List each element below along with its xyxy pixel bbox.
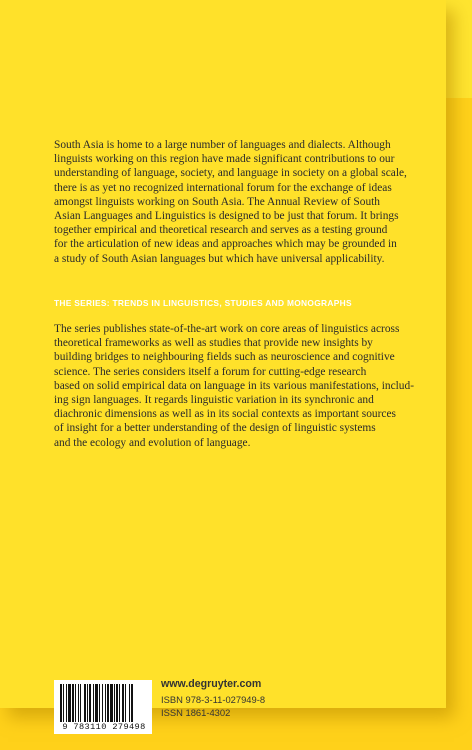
series-line: The series publishes state-of-the-art work on core areas of linguistics across	[54, 323, 400, 335]
publisher-info	[161, 678, 265, 719]
intro-line: a study of South Asian languages but which have universal applicability.	[54, 252, 385, 265]
series-line: and the ecology and evolution of language.	[54, 436, 251, 449]
series-line: theoretical frameworks as well as studies that provide new insights by	[54, 337, 373, 350]
series-line: based on solid empirical data on language in its various manifestations, includ-	[54, 379, 414, 392]
intro-line: understanding of language, society, and language in society on a global scale,	[54, 167, 407, 180]
issn-number: ISSN 1861-4302	[161, 706, 231, 718]
isbn-number: ISBN 978-3-11-027949-8	[161, 694, 266, 705]
intro-paragraph	[54, 138, 440, 266]
intro-line: together empirical and theoretical research and serves as a testing ground	[54, 224, 388, 237]
series-line: building bridges to neighbouring fields such as neuroscience and cognitive	[54, 351, 395, 364]
series-line: science. The series considers itself a forum for cutting-edge research	[54, 365, 367, 378]
intro-line: linguists working on this region have made significant contributions to our	[54, 153, 395, 166]
barcode-bars	[60, 684, 146, 722]
intro-line: amongst linguists working on South Asia. The Annual Review of South	[54, 195, 381, 208]
intro-line: Asian Languages and Linguistics is designed to be just that forum. It brings	[54, 210, 399, 223]
series-line: diachronic dimensions as well as in its social contexts as important sources	[54, 408, 396, 421]
barcode	[54, 680, 152, 734]
intro-line: there is as yet no recognized international forum for the exchange of ideas	[54, 181, 392, 194]
intro-line: South Asia is home to a large number of languages and dialects. Although	[54, 139, 391, 151]
intro-line: for the articulation of new ideas and approaches which may be grounded in	[54, 238, 397, 251]
publisher-url[interactable]: www.degruyter.com	[161, 678, 262, 690]
series-line: of insight for a better understanding of the design of linguistic systems	[54, 422, 376, 435]
barcode-digits: 9 783110 279498	[62, 722, 146, 732]
series-heading: THE SERIES: TRENDS IN LINGUISTICS, STUDIES AND MONOGRAPHS	[54, 298, 352, 308]
series-line: ing sign languages. It regards linguistic variation in its synchronic and	[54, 394, 374, 407]
series-paragraph	[54, 322, 440, 450]
